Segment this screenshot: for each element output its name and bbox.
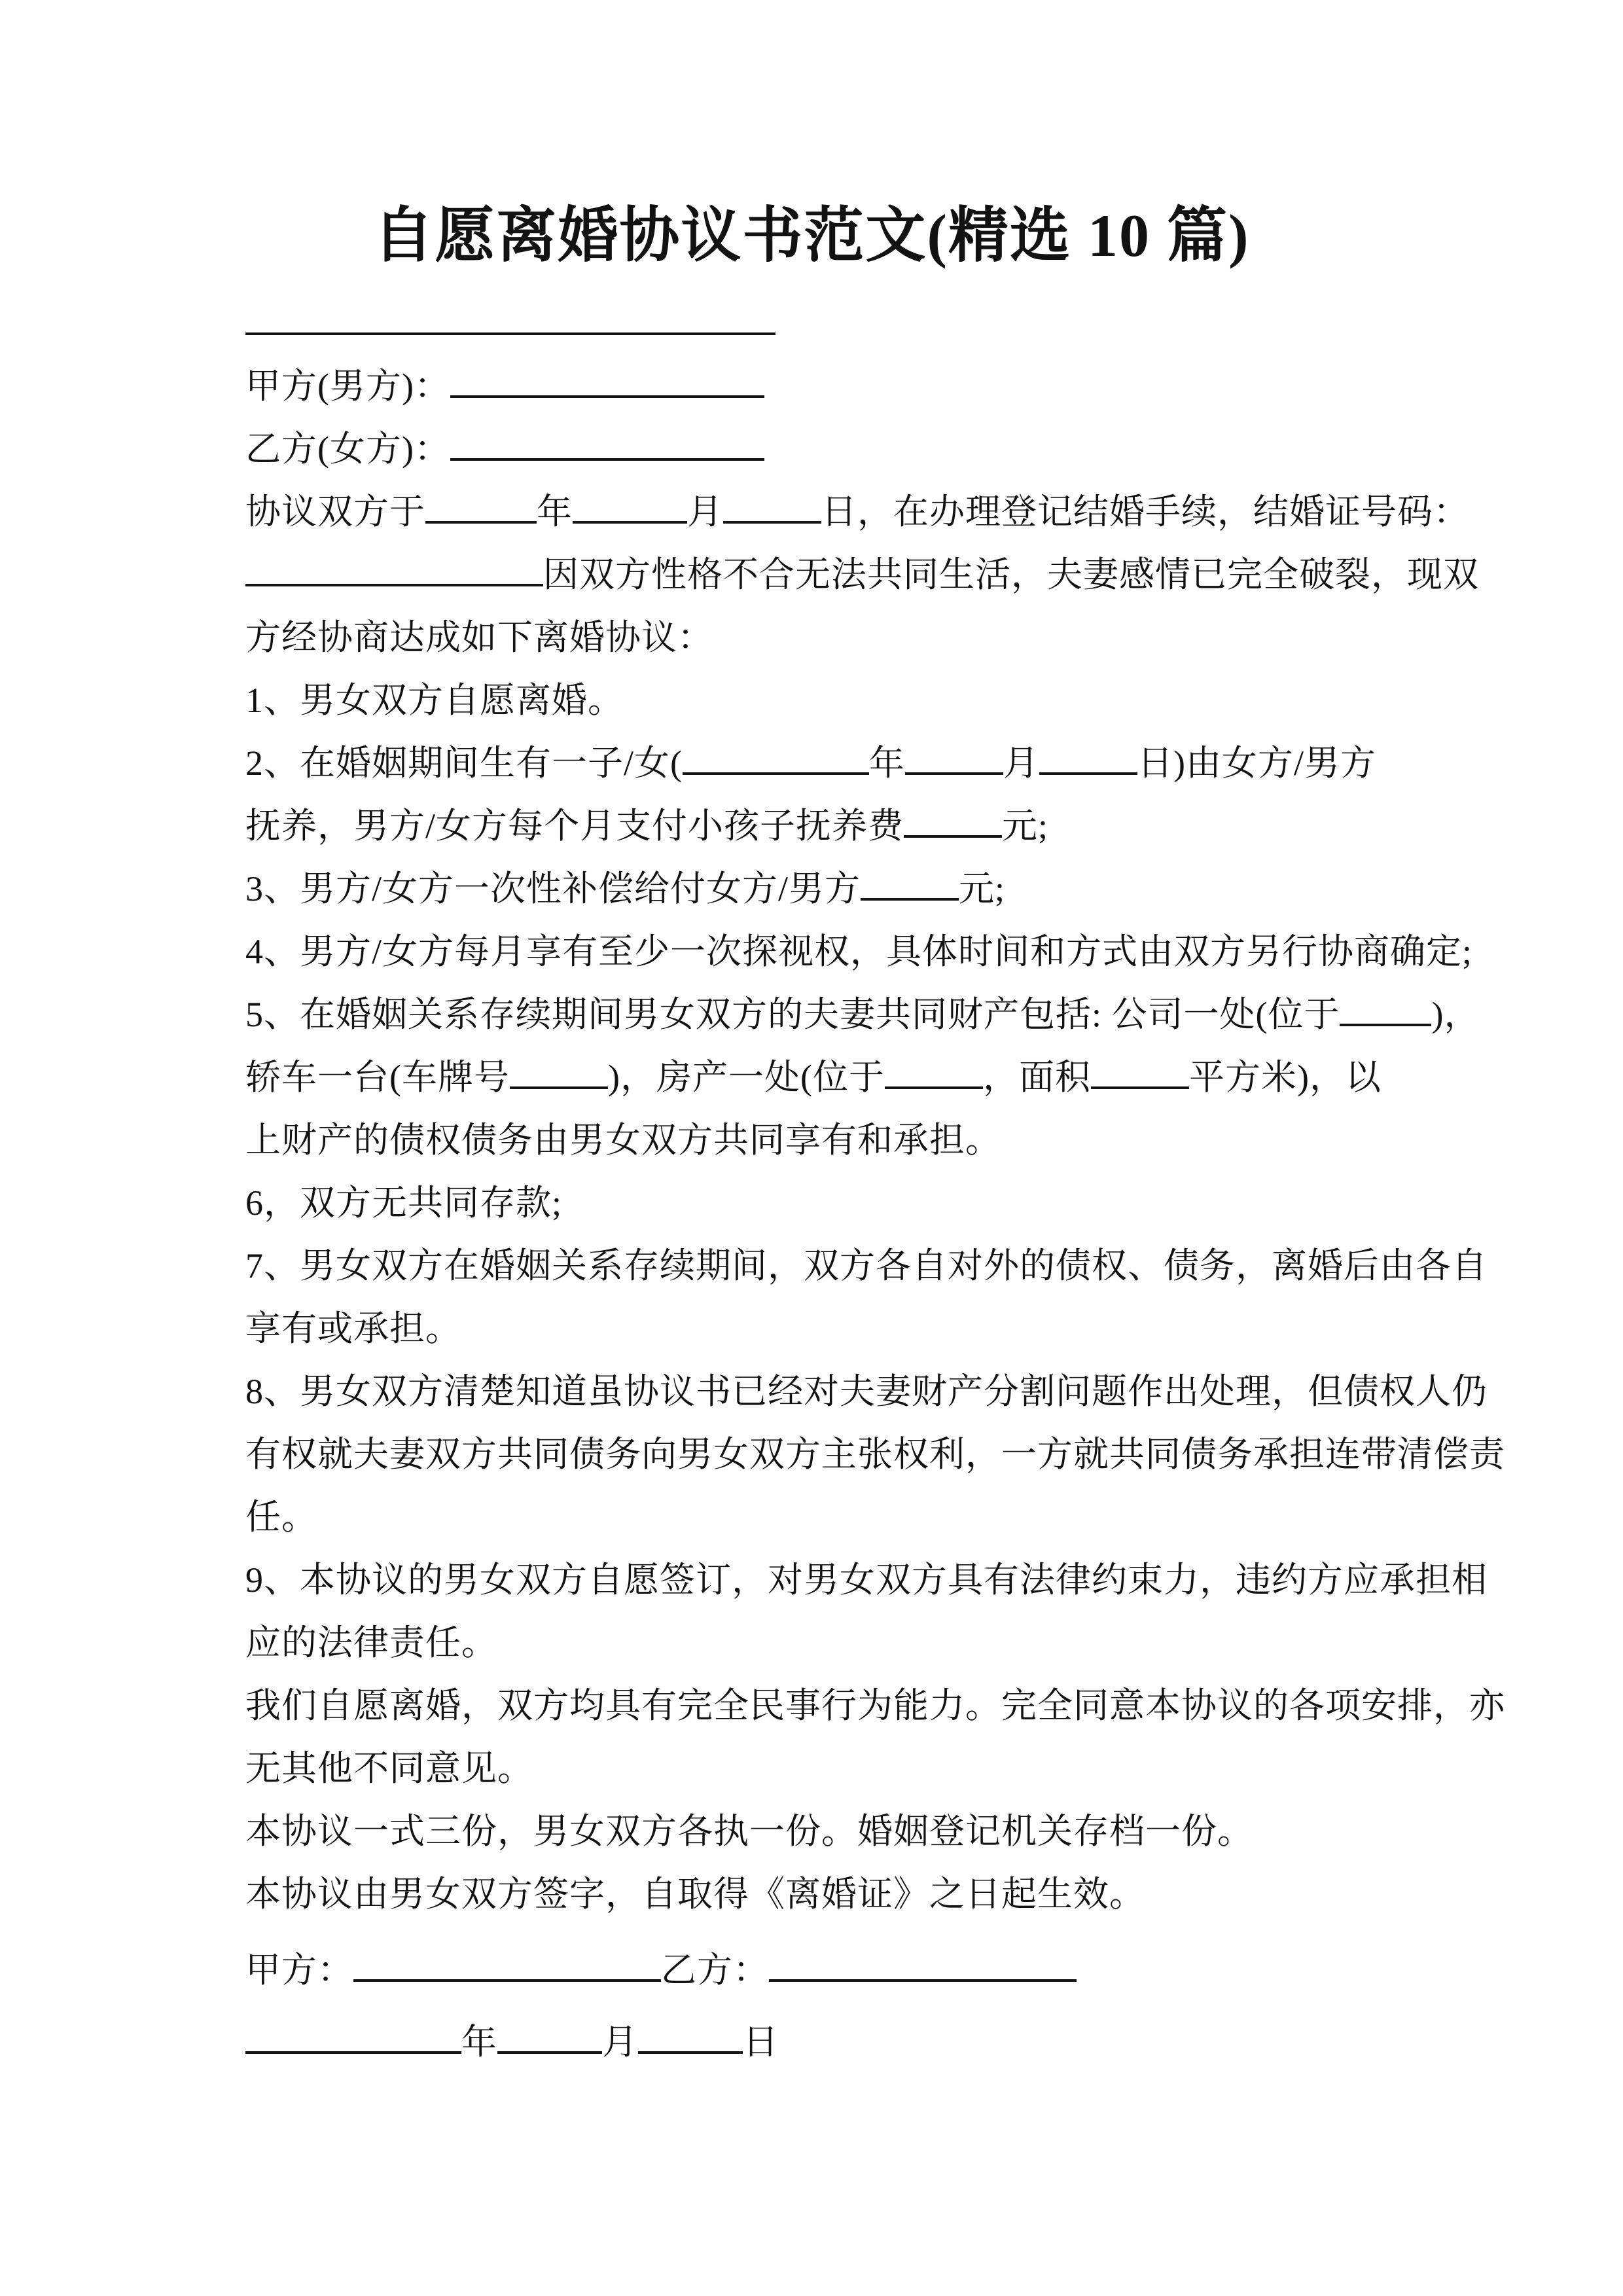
text-run: 我们自愿离婚，双方均具有完全民事行为能力。完全同意本协议的各项安排，亦 bbox=[245, 1686, 1505, 1725]
doc-line bbox=[245, 1737, 1427, 1800]
doc-line bbox=[245, 1674, 1505, 1737]
text-run: 2、在婚姻期间生有一子/女( bbox=[245, 744, 683, 783]
text-run: 本协议由男女双方签字，自取得《离婚证》之日起生效。 bbox=[245, 1874, 1145, 1914]
doc-line bbox=[245, 606, 1427, 669]
text-run: 本协议一式三份，男女双方各执一份。婚姻登记机关存档一份。 bbox=[245, 1812, 1253, 1851]
text-run: 甲方： bbox=[245, 1950, 353, 1990]
doc-line bbox=[245, 795, 1427, 857]
doc-line bbox=[245, 1863, 1427, 1926]
doc-line bbox=[245, 732, 1427, 795]
text-run: 乙方： bbox=[661, 1950, 769, 1990]
text-run: )，房产一处(位于 bbox=[607, 1058, 885, 1097]
blank-underline bbox=[1091, 1050, 1189, 1089]
text-run: 元; bbox=[1002, 806, 1049, 846]
text-run: 月 bbox=[687, 492, 723, 531]
doc-line bbox=[245, 418, 1427, 480]
doc-line bbox=[245, 543, 1479, 606]
text-run: 月 bbox=[602, 2022, 638, 2062]
text-run: 上财产的债权债务由男女双方共同享有和承担。 bbox=[245, 1121, 1001, 1160]
text-run: 3、男方/女方一次性补偿给付女方/男方 bbox=[245, 869, 861, 908]
text-run: 7、男女双方在婚姻关系存续期间，双方各自对外的债权、债务，离婚后由各自 bbox=[245, 1246, 1488, 1285]
text-run: 甲方(男方)： bbox=[245, 367, 450, 406]
blank-underline bbox=[245, 547, 543, 586]
doc-line bbox=[245, 1611, 1427, 1674]
text-run: 协议双方于 bbox=[245, 492, 425, 531]
doc-line bbox=[245, 1297, 1427, 1360]
blank-underline bbox=[450, 359, 764, 398]
doc-line bbox=[245, 857, 1427, 920]
text-run: 有权就夫妻双方共同债务向男女双方主张权利，一方就共同债务承担连带清偿责 bbox=[245, 1435, 1505, 1474]
text-run: )， bbox=[1431, 995, 1480, 1034]
text-run: 年 bbox=[461, 2022, 497, 2062]
doc-line bbox=[245, 1423, 1505, 1486]
blank-underline bbox=[1340, 987, 1431, 1026]
text-run: 应的法律责任。 bbox=[245, 1623, 497, 1662]
text-run: 乙方(女方)： bbox=[245, 429, 450, 469]
blank-underline bbox=[861, 861, 959, 901]
doc-line bbox=[245, 983, 1480, 1046]
text-run: 年 bbox=[868, 744, 905, 783]
text-run: ，面积 bbox=[982, 1058, 1091, 1097]
doc-line bbox=[245, 1486, 1427, 1549]
text-run: 9、本协议的男女双方自愿签订，对男女双方具有法律约束力，违约方应承担相 bbox=[245, 1560, 1488, 1600]
blank-underline bbox=[885, 1050, 983, 1089]
blank-underline bbox=[905, 736, 1003, 775]
text-run: 享有或承担。 bbox=[245, 1309, 461, 1348]
text-run: 1、男女双方自愿离婚。 bbox=[245, 681, 624, 720]
doc-line bbox=[245, 1046, 1427, 1109]
text-run: 5、在婚姻关系存续期间男女双方的夫妻共同财产包括: 公司一处(位于 bbox=[245, 995, 1340, 1034]
blank-underline bbox=[638, 2015, 743, 2054]
text-run: 元; bbox=[959, 869, 1006, 908]
doc-line bbox=[245, 1360, 1488, 1423]
text-run: 6，双方无共同存款; bbox=[245, 1183, 563, 1223]
doc-line bbox=[245, 480, 1469, 543]
doc-line bbox=[245, 1234, 1488, 1297]
blank-underline bbox=[573, 484, 687, 524]
blank-underline bbox=[425, 484, 537, 524]
blank-underline bbox=[353, 1943, 661, 1982]
text-run: 年 bbox=[537, 492, 573, 531]
blank-underline bbox=[450, 422, 764, 461]
text-run: 平方米)，以 bbox=[1188, 1058, 1382, 1097]
blank-underline bbox=[245, 2015, 461, 2054]
text-run: 8、男女双方清楚知道虽协议书已经对夫妻财产分割问题作出处理，但债权人仍 bbox=[245, 1372, 1488, 1411]
text-run: 任。 bbox=[245, 1498, 317, 1537]
blank-underline bbox=[769, 1943, 1077, 1982]
doc-line bbox=[245, 1172, 1427, 1234]
blank-underline bbox=[723, 484, 821, 524]
text-run: 无其他不同意见。 bbox=[245, 1749, 533, 1788]
text-run: 月 bbox=[1003, 744, 1039, 783]
text-run: 抚养，男方/女方每个月支付小孩子抚养费 bbox=[245, 806, 904, 846]
text-run: 轿车一台(车牌号 bbox=[245, 1058, 510, 1097]
text-run: 日)由女方/男方 bbox=[1137, 744, 1376, 783]
document-body bbox=[245, 292, 1505, 2073]
doc-line bbox=[245, 1800, 1427, 1863]
blank-underline bbox=[497, 2015, 602, 2054]
doc-line bbox=[245, 920, 1473, 983]
text-run: 4、男方/女方每月享有至少一次探视权，具体时间和方式由双方另行协商确定; bbox=[245, 932, 1473, 971]
text-run: 日，在办理登记结婚手续，结婚证号码： bbox=[821, 492, 1469, 531]
doc-line bbox=[245, 292, 1427, 355]
blank-underline bbox=[1039, 736, 1137, 775]
doc-line bbox=[245, 1939, 1427, 2001]
page-title: 自愿离婚协议书范文(精选 10 篇) bbox=[373, 202, 1250, 269]
blank-underline bbox=[683, 736, 869, 775]
doc-line bbox=[245, 1549, 1488, 1611]
blank-underline bbox=[904, 798, 1002, 838]
blank-underline bbox=[245, 296, 776, 335]
doc-line bbox=[245, 355, 1427, 418]
doc-line bbox=[245, 669, 1427, 732]
doc-line bbox=[245, 1109, 1427, 1172]
text-run: 日 bbox=[743, 2022, 779, 2062]
text-run: 因双方性格不合无法共同生活，夫妻感情已完全破裂，现双 bbox=[543, 555, 1479, 594]
blank-underline bbox=[510, 1050, 608, 1089]
doc-line bbox=[245, 2011, 1427, 2073]
text-run: 方经协商达成如下离婚协议： bbox=[245, 618, 713, 657]
